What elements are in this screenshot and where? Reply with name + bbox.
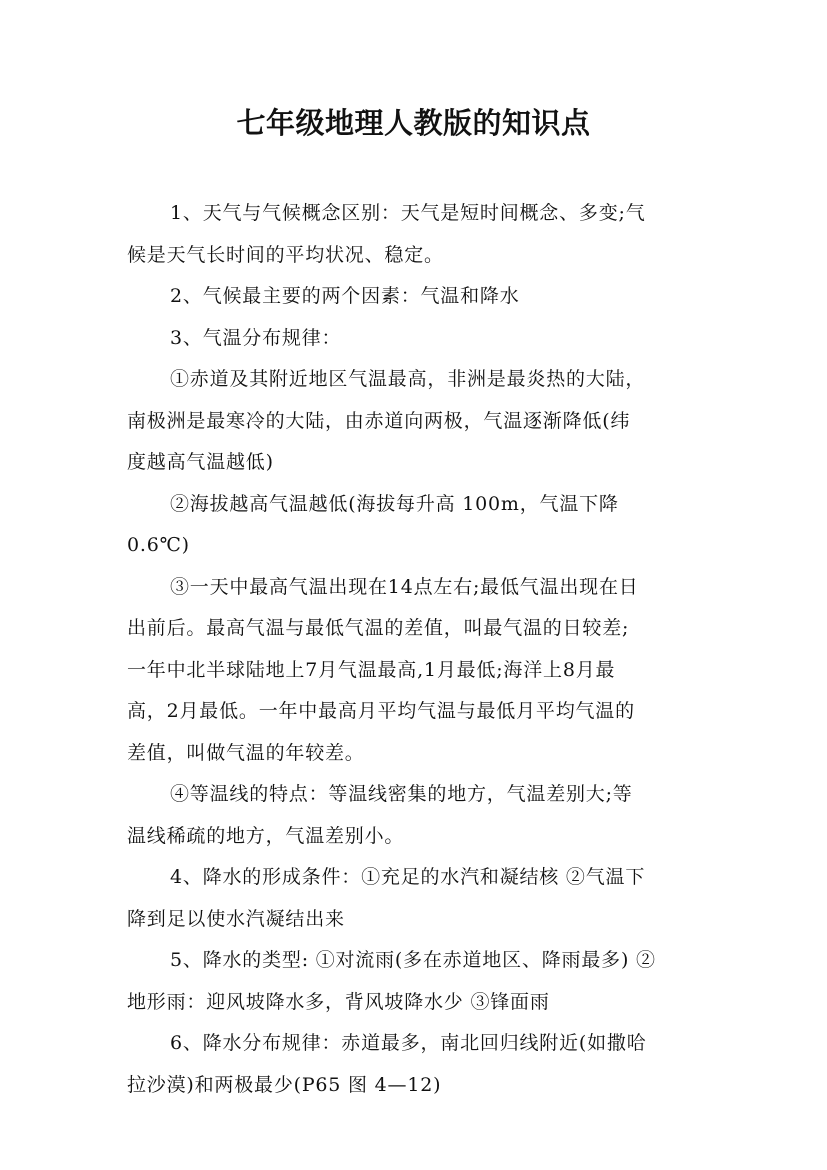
paragraph-line: 5、降水的类型: ①对流雨(多在赤道地区、降雨最多) ② [170, 949, 656, 971]
paragraph-line: 2、气候最主要的两个因素：气温和降水 [170, 285, 520, 307]
paragraph-line: 温线稀疏的地方，气温差别小。 [127, 824, 405, 847]
paragraph-isotherm [127, 774, 702, 857]
paragraph-line: 4、降水的形成条件：①充足的水汽和凝结核 ②气温下 [170, 866, 646, 888]
paragraph-line: 3、气温分布规律： [170, 326, 342, 349]
paragraph-line: 一年中北半球陆地上7月气温最高,1月最低;海洋上8月最 [127, 658, 616, 681]
paragraph-line: 高，2月最低。一年中最高月平均气温与最低月平均气温的 [127, 700, 635, 722]
paragraph-line: ③一天中最高气温出现在14点左右;最低气温出现在日 [170, 575, 639, 598]
paragraph-temperature-rule-2 [127, 484, 702, 567]
paragraph-temperature-rule-1 [127, 359, 702, 484]
paragraph-line: 差值，叫做气温的年较差。 [127, 741, 365, 764]
paragraph-precipitation-distribution [127, 1023, 702, 1106]
paragraph-line: 候是天气长时间的平均状况、稳定。 [127, 243, 444, 266]
paragraph-line: 降到足以使水汽凝结出来 [127, 907, 345, 930]
paragraph-line: 1、天气与气候概念区别：天气是短时间概念、多变;气 [170, 202, 646, 224]
paragraph-line: 地形雨：迎风坡降水多，背风坡降水少 ③锋面雨 [127, 990, 550, 1013]
paragraph-precipitation-conditions [127, 857, 702, 940]
paragraph-temperature-rules-heading [127, 318, 702, 360]
document-title: 七年级地理人教版的知识点 [236, 106, 591, 140]
paragraph-line: 0.6℃) [127, 534, 190, 556]
paragraph-line: 6、降水分布规律：赤道最多，南北回归线附近(如撒哈 [170, 1032, 647, 1054]
paragraph-line: ②海拔越高气温越低(海拔每升高 100m，气温下降 [170, 492, 619, 515]
paragraph-line: 度越高气温越低) [127, 451, 274, 473]
paragraph-precipitation-types [127, 940, 702, 1023]
paragraph-climate-factors [127, 276, 702, 318]
paragraph-temperature-rule-3 [127, 567, 702, 775]
document-body [127, 193, 702, 1106]
paragraph-line: 出前后。最高气温与最低气温的差值，叫最气温的日较差; [127, 617, 630, 639]
paragraph-line: 南极洲是最寒冷的大陆，由赤道向两极，气温逐渐降低(纬 [127, 409, 631, 432]
paragraph-weather-climate [127, 193, 702, 276]
paragraph-line: 拉沙漠)和两极最少(P65 图 4—12) [127, 1073, 442, 1096]
paragraph-line: ④等温线的特点：等温线密集的地方，气温差别大;等 [170, 783, 633, 805]
paragraph-line: ①赤道及其附近地区气温最高，非洲是最炎热的大陆， [170, 368, 646, 390]
